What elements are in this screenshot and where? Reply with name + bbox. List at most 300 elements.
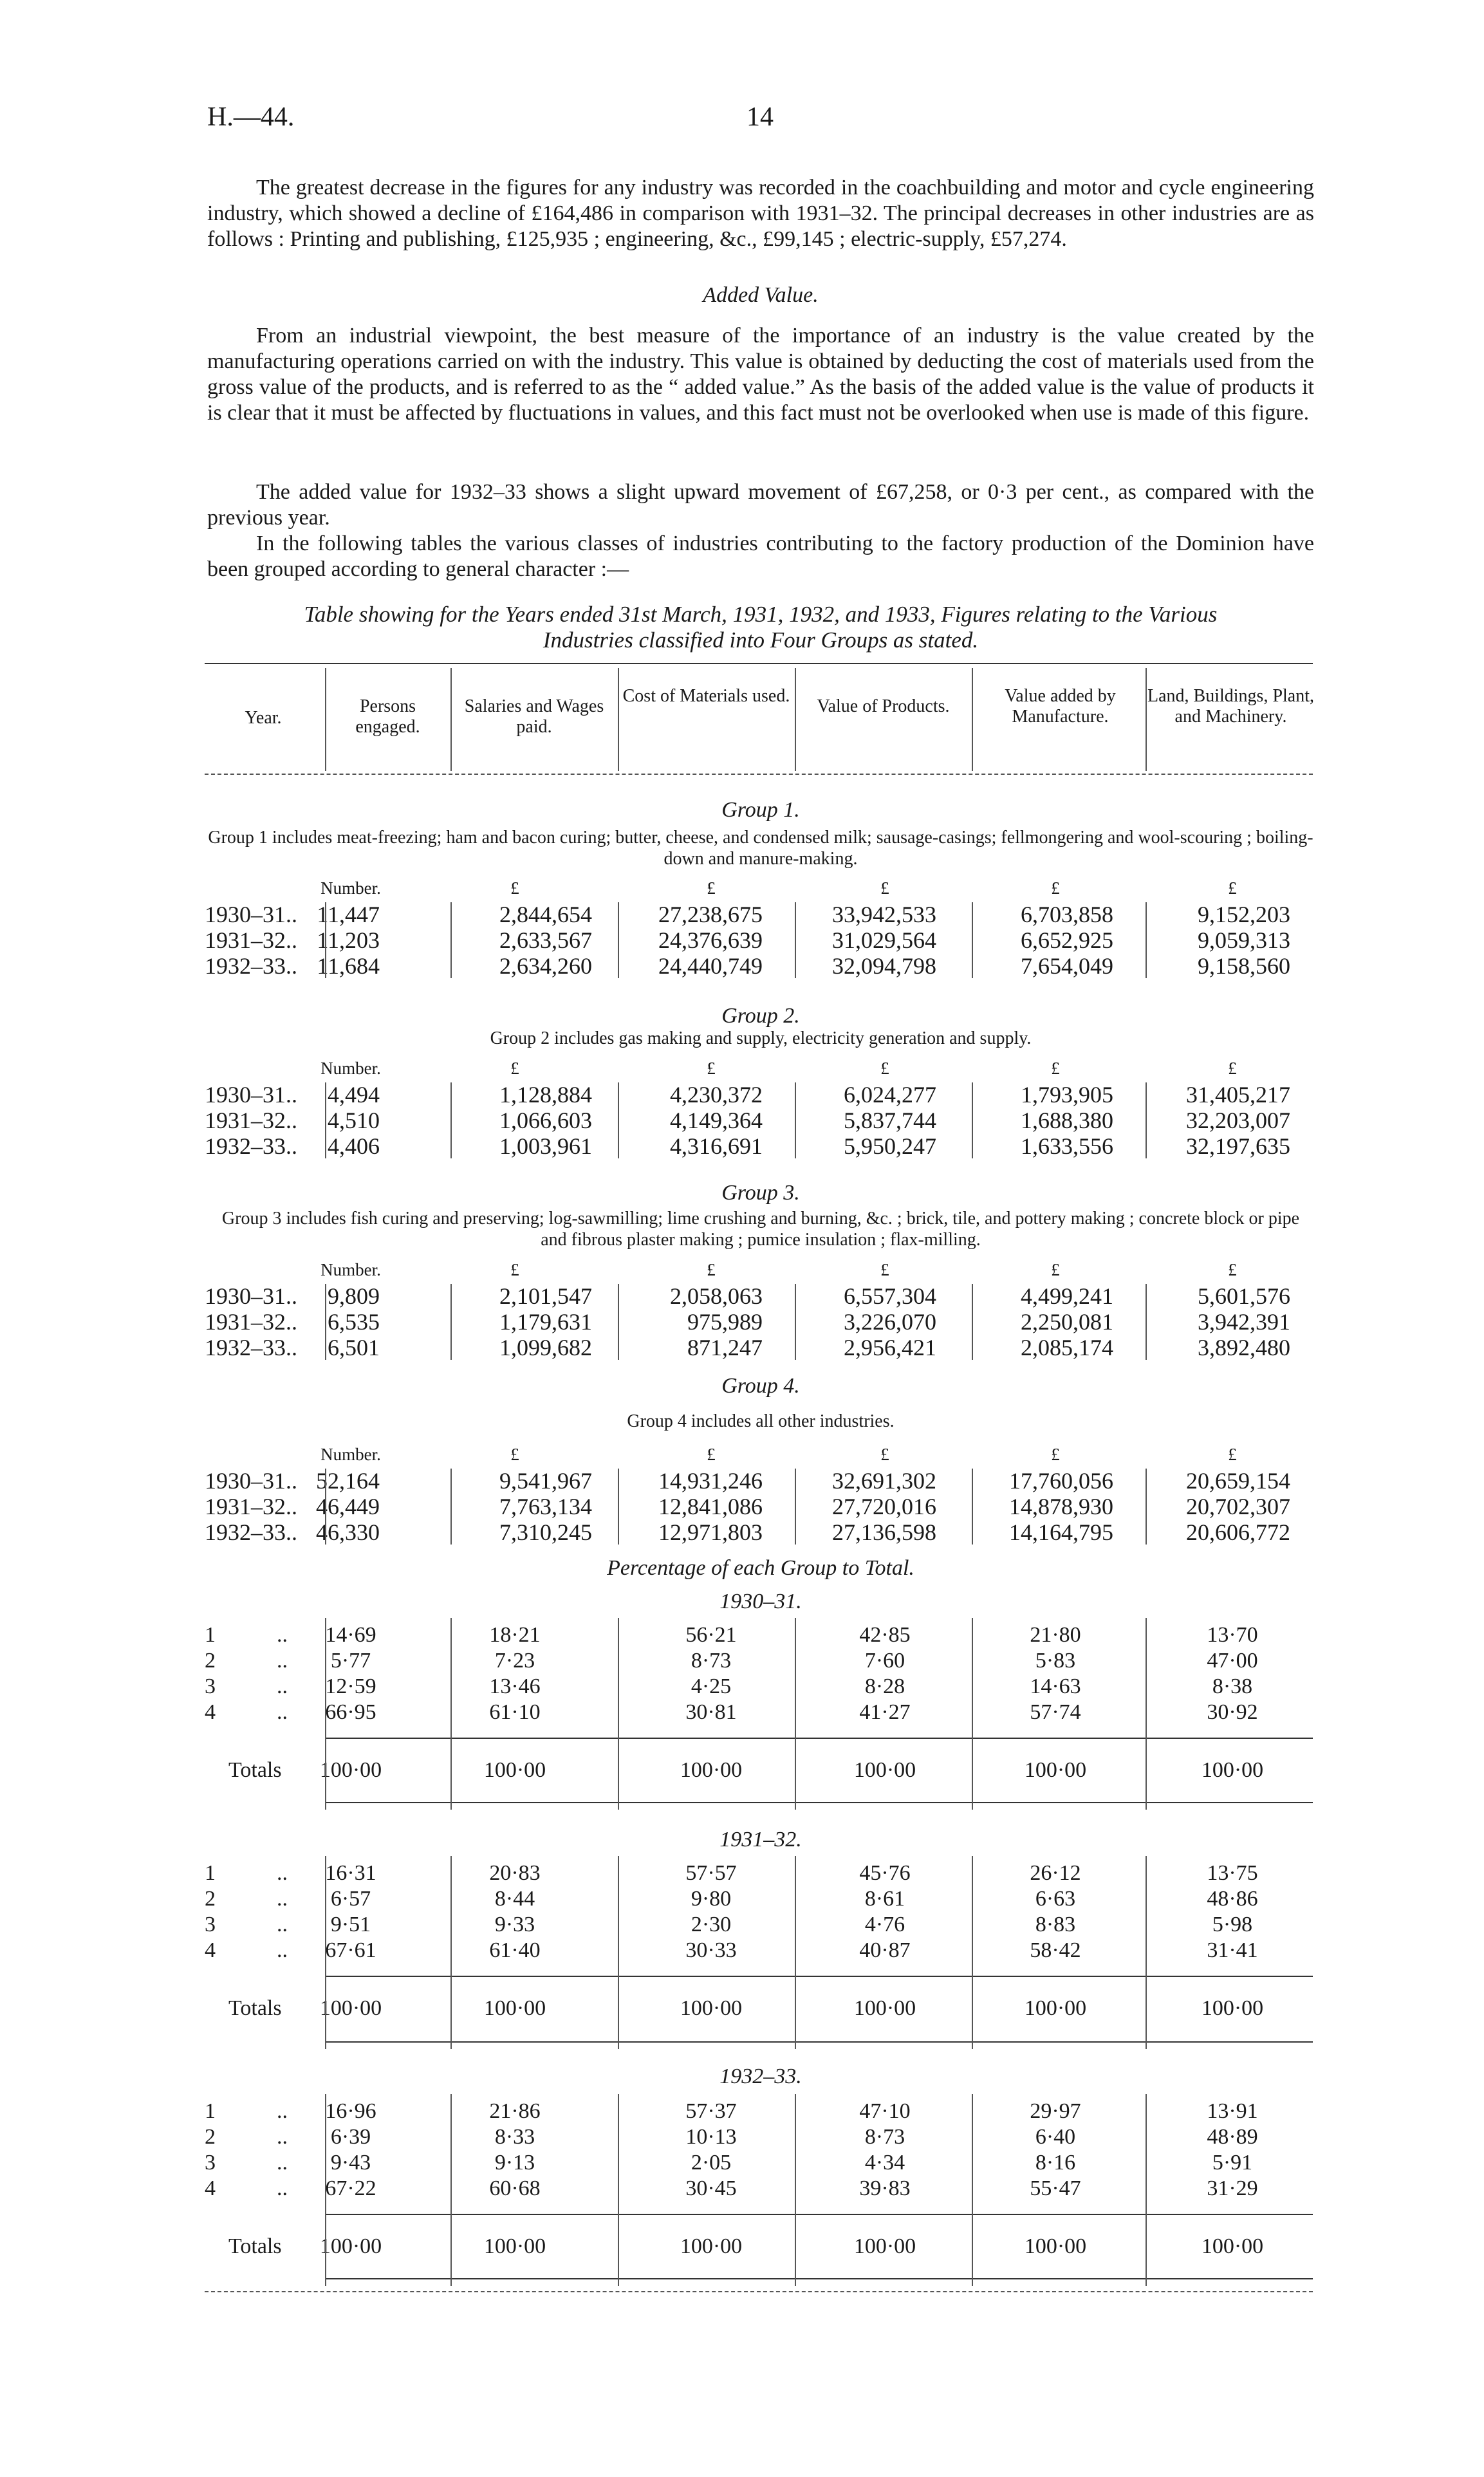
column-separator bbox=[1145, 1082, 1147, 1158]
table-cell: 33,942,533 bbox=[832, 902, 936, 927]
table-cell: 46,330 bbox=[316, 1519, 380, 1545]
table-cell: 14,931,246 bbox=[658, 1468, 763, 1494]
percent-cell: 8·83 bbox=[1035, 1913, 1076, 1936]
total-cell: 100·00 bbox=[1201, 1758, 1264, 1782]
unit-label: £ bbox=[1228, 1445, 1237, 1464]
column-header-value: Value of Products. bbox=[817, 696, 950, 716]
percent-cell: 30·92 bbox=[1207, 1700, 1258, 1724]
totals-bottom-rule bbox=[325, 1802, 1313, 1803]
table-cell: 20,606,772 bbox=[1186, 1519, 1290, 1545]
column-separator bbox=[325, 2094, 326, 2286]
total-cell: 100·00 bbox=[483, 1996, 546, 2020]
unit-label: £ bbox=[510, 1445, 519, 1464]
leader-dots: .. bbox=[277, 2099, 288, 2123]
table-cell: 11,447 bbox=[317, 902, 380, 927]
totals-top-rule bbox=[325, 2214, 1313, 2215]
header-bottom-rule bbox=[205, 774, 1313, 775]
percent-cell: 58·42 bbox=[1030, 1938, 1081, 1962]
leader-dots: .. bbox=[277, 2125, 288, 2149]
column-separator bbox=[450, 2094, 452, 2286]
column-separator bbox=[795, 668, 796, 771]
percent-cell: 47·00 bbox=[1207, 1649, 1258, 1673]
table-cell: 17,760,056 bbox=[1009, 1468, 1113, 1494]
table-cell: 9,059,313 bbox=[1198, 927, 1290, 953]
column-separator bbox=[972, 1856, 973, 2049]
percent-cell: 16·31 bbox=[325, 1861, 376, 1885]
table-cell: 2,956,421 bbox=[844, 1335, 936, 1360]
table-cell: 20,702,307 bbox=[1186, 1494, 1290, 1519]
column-separator bbox=[325, 1469, 326, 1545]
group-number: 3 bbox=[205, 1913, 216, 1936]
column-separator bbox=[795, 1284, 796, 1360]
table-cell: 27,238,675 bbox=[658, 902, 763, 927]
table-cell: 3,942,391 bbox=[1198, 1309, 1290, 1335]
percent-cell: 26·12 bbox=[1030, 1861, 1081, 1885]
percent-cell: 9·51 bbox=[330, 1913, 371, 1936]
table-cell: 2,250,081 bbox=[1021, 1309, 1113, 1335]
year-label: 1932–33.. bbox=[205, 1519, 297, 1545]
table-cell: 52,164 bbox=[316, 1468, 380, 1494]
table-cell: 12,971,803 bbox=[658, 1519, 763, 1545]
table-cell: 1,179,631 bbox=[499, 1309, 592, 1335]
percent-cell: 4·76 bbox=[864, 1913, 905, 1936]
percent-cell: 9·80 bbox=[691, 1887, 732, 1911]
unit-label: £ bbox=[880, 1260, 889, 1279]
totals-bottom-rule bbox=[325, 2278, 1313, 2279]
table-cell: 2,101,547 bbox=[499, 1283, 592, 1309]
column-header-land: Land, Buildings, Plant, and Machinery. bbox=[1147, 686, 1314, 727]
percent-cell: 8·33 bbox=[494, 2125, 535, 2149]
totals-label: Totals bbox=[228, 1996, 282, 2020]
leader-dots: .. bbox=[277, 1649, 288, 1673]
leader-dots: .. bbox=[277, 1675, 288, 1698]
percent-cell: 5·83 bbox=[1035, 1649, 1076, 1673]
total-cell: 100·00 bbox=[1024, 1758, 1087, 1782]
percent-cell: 60·68 bbox=[489, 2176, 541, 2200]
column-separator bbox=[325, 1618, 326, 1810]
total-cell: 100·00 bbox=[1201, 2234, 1264, 2258]
unit-label: £ bbox=[880, 1059, 889, 1078]
percent-cell: 5·91 bbox=[1212, 2151, 1253, 2175]
table-cell: 1,099,682 bbox=[499, 1335, 592, 1360]
table-cell: 32,203,007 bbox=[1186, 1108, 1290, 1133]
column-header-salaries: Salaries and Wages paid. bbox=[464, 696, 604, 737]
table-cell: 2,085,174 bbox=[1021, 1335, 1113, 1360]
unit-label: £ bbox=[1228, 1260, 1237, 1279]
total-cell: 100·00 bbox=[319, 2234, 382, 2258]
table-cell: 7,763,134 bbox=[499, 1494, 592, 1519]
total-cell: 100·00 bbox=[483, 1758, 546, 1782]
group-heading: Group 2. bbox=[721, 1004, 800, 1028]
percent-cell: 48·89 bbox=[1207, 2125, 1258, 2149]
group-number: 1 bbox=[205, 1623, 216, 1647]
table-cell: 5,837,744 bbox=[844, 1108, 936, 1133]
group-note: Group 1 includes meat-freezing; ham and bacon curing; butter, cheese, and condensed milk; sausage-casings; fellmongering and wool-scouring ; boiling-down and manure-making. bbox=[208, 828, 1313, 869]
table-cell: 1,793,905 bbox=[1021, 1082, 1113, 1108]
table-cell: 7,654,049 bbox=[1021, 953, 1113, 979]
percent-cell: 61·40 bbox=[489, 1938, 541, 1962]
percent-cell: 16·96 bbox=[325, 2099, 376, 2123]
column-separator bbox=[618, 668, 619, 771]
year-subheading: 1930–31. bbox=[719, 1590, 802, 1613]
year-label: 1931–32.. bbox=[205, 1494, 297, 1519]
unit-label: £ bbox=[707, 1445, 716, 1464]
column-separator bbox=[972, 668, 973, 771]
unit-label: Number. bbox=[320, 1059, 381, 1078]
percent-cell: 18·21 bbox=[489, 1623, 541, 1647]
percent-cell: 40·87 bbox=[859, 1938, 911, 1962]
unit-label: £ bbox=[510, 1059, 519, 1078]
unit-label: Number. bbox=[320, 878, 381, 898]
percent-cell: 8·16 bbox=[1035, 2151, 1076, 2175]
percent-cell: 39·83 bbox=[859, 2176, 911, 2200]
table-cell: 2,844,654 bbox=[499, 902, 592, 927]
percent-cell: 45·76 bbox=[859, 1861, 911, 1885]
column-separator bbox=[972, 2094, 973, 2286]
group-number: 3 bbox=[205, 1675, 216, 1698]
table-cell: 2,633,567 bbox=[499, 927, 592, 953]
table-cell: 3,892,480 bbox=[1198, 1335, 1290, 1360]
percent-cell: 8·73 bbox=[864, 2125, 905, 2149]
percent-cell: 14·69 bbox=[325, 1623, 376, 1647]
column-separator bbox=[1145, 2094, 1147, 2286]
group-note: Group 2 includes gas making and supply, electricity generation and supply. bbox=[490, 1028, 1032, 1048]
percent-cell: 4·34 bbox=[864, 2151, 905, 2175]
percent-cell: 6·40 bbox=[1035, 2125, 1076, 2149]
table-cell: 6,557,304 bbox=[844, 1283, 936, 1309]
column-separator bbox=[450, 1618, 452, 1810]
paragraph-decrease: The greatest decrease in the figures for any industry was recorded in the coachbuilding and motor and cycle engineering industry, which showed a decline of £164,486 in comparison with 1931–32. The principal decreases in other industries are as follows : Printing and publishing, £125,935 ; engineering, &c., £99,145 ; electric-supply, £57,274. bbox=[207, 176, 1314, 251]
table-cell: 2,634,260 bbox=[499, 953, 592, 979]
column-separator bbox=[618, 1469, 619, 1545]
percent-cell: 61·10 bbox=[489, 1700, 541, 1724]
total-cell: 100·00 bbox=[680, 1996, 743, 2020]
table-cell: 24,440,749 bbox=[658, 953, 763, 979]
totals-top-rule bbox=[325, 1738, 1313, 1739]
year-label: 1931–32.. bbox=[205, 1309, 297, 1335]
percent-cell: 66·95 bbox=[325, 1700, 376, 1724]
column-header-persons: Persons engaged. bbox=[355, 696, 420, 737]
total-cell: 100·00 bbox=[1201, 1996, 1264, 2020]
group-number: 4 bbox=[205, 2176, 216, 2200]
unit-label: £ bbox=[1228, 878, 1237, 898]
table-cell: 27,136,598 bbox=[832, 1519, 936, 1545]
table-cell: 4,406 bbox=[328, 1133, 380, 1159]
column-header-added: Value added by Manufacture. bbox=[1005, 686, 1116, 727]
total-cell: 100·00 bbox=[853, 2234, 916, 2258]
percent-cell: 9·43 bbox=[330, 2151, 371, 2175]
table-cell: 6,652,925 bbox=[1021, 927, 1113, 953]
percent-cell: 6·63 bbox=[1035, 1887, 1076, 1911]
unit-label: £ bbox=[1051, 1260, 1060, 1279]
table-cell: 31,029,564 bbox=[832, 927, 936, 953]
total-cell: 100·00 bbox=[319, 1758, 382, 1782]
percent-cell: 55·47 bbox=[1030, 2176, 1081, 2200]
percent-cell: 12·59 bbox=[325, 1675, 376, 1698]
percent-cell: 7·23 bbox=[494, 1649, 535, 1673]
column-separator bbox=[618, 1856, 619, 2049]
totals-bottom-rule bbox=[325, 2041, 1313, 2043]
column-separator bbox=[795, 1082, 796, 1158]
group-note: Group 4 includes all other industries. bbox=[627, 1411, 895, 1431]
table-top-rule bbox=[205, 663, 1313, 664]
table-cell: 4,149,364 bbox=[670, 1108, 763, 1133]
column-separator bbox=[325, 668, 326, 771]
year-label: 1932–33.. bbox=[205, 953, 297, 979]
percent-cell: 8·73 bbox=[691, 1649, 732, 1673]
totals-label: Totals bbox=[228, 2234, 282, 2258]
table-caption-line1: Table showing for the Years ended 31st March, 1931, 1932, and 1933, Figures relating to the Various bbox=[304, 602, 1218, 627]
table-cell: 4,494 bbox=[328, 1082, 380, 1108]
percent-cell: 21·86 bbox=[489, 2099, 541, 2123]
paragraph-table-intro: In the following tables the various classes of industries contributing to the factory production of the Dominion have been grouped according to general character :— bbox=[207, 532, 1314, 581]
percent-cell: 42·85 bbox=[859, 1623, 911, 1647]
group-heading: Group 4. bbox=[721, 1374, 800, 1398]
total-cell: 100·00 bbox=[853, 1996, 916, 2020]
total-cell: 100·00 bbox=[483, 2234, 546, 2258]
column-separator bbox=[972, 1082, 973, 1158]
year-label: 1932–33.. bbox=[205, 1335, 297, 1360]
table-cell: 1,066,603 bbox=[499, 1108, 592, 1133]
table-cell: 1,128,884 bbox=[499, 1082, 592, 1108]
group-number: 1 bbox=[205, 1861, 216, 1885]
column-separator bbox=[1145, 1469, 1147, 1545]
column-separator bbox=[795, 2094, 796, 2286]
column-separator bbox=[618, 902, 619, 978]
leader-dots: .. bbox=[277, 2151, 288, 2175]
percent-cell: 14·63 bbox=[1030, 1675, 1081, 1698]
column-separator bbox=[795, 1618, 796, 1810]
percent-cell: 41·27 bbox=[859, 1700, 911, 1724]
table-cell: 11,684 bbox=[317, 953, 380, 979]
total-cell: 100·00 bbox=[853, 1758, 916, 1782]
table-cell: 1,633,556 bbox=[1021, 1133, 1113, 1159]
percent-cell: 5·98 bbox=[1212, 1913, 1253, 1936]
group-heading: Group 1. bbox=[721, 798, 800, 822]
column-separator bbox=[1145, 902, 1147, 978]
group-number: 2 bbox=[205, 2125, 216, 2149]
table-cell: 24,376,639 bbox=[658, 927, 763, 953]
table-cell: 9,152,203 bbox=[1198, 902, 1290, 927]
unit-label: Number. bbox=[320, 1260, 381, 1279]
unit-label: £ bbox=[880, 878, 889, 898]
percent-cell: 21·80 bbox=[1030, 1623, 1081, 1647]
table-cell: 2,058,063 bbox=[670, 1283, 763, 1309]
page-number: 14 bbox=[747, 102, 774, 132]
year-label: 1930–31.. bbox=[205, 1283, 297, 1309]
unit-label: £ bbox=[1228, 1059, 1237, 1078]
percent-cell: 57·57 bbox=[685, 1861, 737, 1885]
column-separator bbox=[795, 1469, 796, 1545]
column-separator bbox=[1145, 1856, 1147, 2049]
table-cell: 27,720,016 bbox=[832, 1494, 936, 1519]
percent-cell: 30·33 bbox=[685, 1938, 737, 1962]
table-cell: 6,535 bbox=[328, 1309, 380, 1335]
total-cell: 100·00 bbox=[319, 1996, 382, 2020]
table-cell: 14,164,795 bbox=[1009, 1519, 1113, 1545]
year-label: 1931–32.. bbox=[205, 927, 297, 953]
total-cell: 100·00 bbox=[680, 1758, 743, 1782]
unit-label: Number. bbox=[320, 1445, 381, 1464]
unit-label: £ bbox=[1051, 1445, 1060, 1464]
percent-cell: 6·57 bbox=[330, 1887, 371, 1911]
table-cell: 4,499,241 bbox=[1021, 1283, 1113, 1309]
percent-cell: 2·30 bbox=[691, 1913, 732, 1936]
percent-cell: 13·75 bbox=[1207, 1861, 1258, 1885]
percent-cell: 2·05 bbox=[691, 2151, 732, 2175]
column-separator bbox=[618, 1618, 619, 1810]
group-number: 1 bbox=[205, 2099, 216, 2123]
table-cell: 11,203 bbox=[317, 927, 380, 953]
column-separator bbox=[1145, 668, 1147, 771]
leader-dots: .. bbox=[277, 1623, 288, 1647]
table-cell: 32,197,635 bbox=[1186, 1133, 1290, 1159]
percentage-heading: Percentage of each Group to Total. bbox=[607, 1556, 914, 1580]
page-bottom-rule bbox=[205, 2291, 1313, 2292]
paragraph-added-value-movement: The added value for 1932–33 shows a slight upward movement of £67,258, or 0·3 per cent., as compared with the previous year. bbox=[207, 480, 1314, 530]
percent-cell: 8·38 bbox=[1212, 1675, 1253, 1698]
year-label: 1930–31.. bbox=[205, 1082, 297, 1108]
table-cell: 46,449 bbox=[316, 1494, 380, 1519]
paragraph-industrial-viewpoint: From an industrial viewpoint, the best measure of the importance of an industry is the value created by the manufacturing operations carried on with the industry. This value is obtained by deducting the cost of materials used from the gross value of the products, and is referred to as the “ added value.” As the basis of the added value is the value of products it is clear that it must be affected by fluctuations in values, and this fact must not be overlooked when use is made of this figure. bbox=[207, 324, 1314, 425]
group-number: 2 bbox=[205, 1649, 216, 1673]
table-cell: 6,024,277 bbox=[844, 1082, 936, 1108]
table-cell: 5,601,576 bbox=[1198, 1283, 1290, 1309]
column-separator bbox=[618, 1284, 619, 1360]
table-cell: 4,230,372 bbox=[670, 1082, 763, 1108]
column-separator bbox=[972, 1618, 973, 1810]
group-number: 3 bbox=[205, 2151, 216, 2175]
percent-cell: 57·37 bbox=[685, 2099, 737, 2123]
column-separator bbox=[1145, 1618, 1147, 1810]
leader-dots: .. bbox=[277, 1913, 288, 1936]
column-separator bbox=[972, 1469, 973, 1545]
percent-cell: 67·61 bbox=[325, 1938, 376, 1962]
year-label: 1930–31.. bbox=[205, 902, 297, 927]
percent-cell: 57·74 bbox=[1030, 1700, 1081, 1724]
leader-dots: .. bbox=[277, 1700, 288, 1724]
column-header-cost: Cost of Materials used. bbox=[622, 686, 790, 706]
percent-cell: 13·91 bbox=[1207, 2099, 1258, 2123]
unit-label: £ bbox=[707, 878, 716, 898]
column-separator bbox=[618, 2094, 619, 2286]
table-cell: 871,247 bbox=[687, 1335, 763, 1360]
year-subheading: 1931–32. bbox=[719, 1828, 802, 1851]
group-heading: Group 3. bbox=[721, 1181, 800, 1205]
unit-label: £ bbox=[707, 1059, 716, 1078]
document-reference: H.—44. bbox=[207, 102, 295, 132]
percent-cell: 9·33 bbox=[494, 1913, 535, 1936]
total-cell: 100·00 bbox=[680, 2234, 743, 2258]
column-separator bbox=[325, 1082, 326, 1158]
column-separator bbox=[450, 1856, 452, 2049]
percent-cell: 13·46 bbox=[489, 1675, 541, 1698]
table-cell: 975,989 bbox=[687, 1309, 763, 1335]
table-cell: 32,094,798 bbox=[832, 953, 936, 979]
table-cell: 4,316,691 bbox=[670, 1133, 763, 1159]
group-number: 4 bbox=[205, 1700, 216, 1724]
leader-dots: .. bbox=[277, 1887, 288, 1911]
percent-cell: 8·44 bbox=[494, 1887, 535, 1911]
percent-cell: 47·10 bbox=[859, 2099, 911, 2123]
percent-cell: 4·25 bbox=[691, 1675, 732, 1698]
table-cell: 31,405,217 bbox=[1186, 1082, 1290, 1108]
year-label: 1931–32.. bbox=[205, 1108, 297, 1133]
column-header-year: Year. bbox=[245, 708, 282, 728]
column-separator bbox=[325, 1284, 326, 1360]
table-cell: 9,809 bbox=[328, 1283, 380, 1309]
percent-cell: 10·13 bbox=[685, 2125, 737, 2149]
group-note: Group 3 includes fish curing and preserving; log-sawmilling; lime crushing and burning, &c. ; brick, tile, and pottery making ; concrete block or pipe and fibrous plaster making ; pumice insulation ; flax-milling. bbox=[221, 1209, 1300, 1250]
column-separator bbox=[450, 668, 452, 771]
column-separator bbox=[972, 1284, 973, 1360]
total-cell: 100·00 bbox=[1024, 1996, 1087, 2020]
totals-label: Totals bbox=[228, 1758, 282, 1782]
table-cell: 32,691,302 bbox=[832, 1468, 936, 1494]
unit-label: £ bbox=[1051, 878, 1060, 898]
percent-cell: 8·61 bbox=[864, 1887, 905, 1911]
percent-cell: 20·83 bbox=[489, 1861, 541, 1885]
section-heading-added-value: Added Value. bbox=[703, 283, 819, 307]
column-separator bbox=[450, 1082, 452, 1158]
totals-top-rule bbox=[325, 1976, 1313, 1977]
table-cell: 3,226,070 bbox=[844, 1309, 936, 1335]
percent-cell: 5·77 bbox=[330, 1649, 371, 1673]
unit-label: £ bbox=[1051, 1059, 1060, 1078]
percent-cell: 56·21 bbox=[685, 1623, 737, 1647]
percent-cell: 6·39 bbox=[330, 2125, 371, 2149]
percent-cell: 30·81 bbox=[685, 1700, 737, 1724]
column-separator bbox=[618, 1082, 619, 1158]
table-cell: 12,841,086 bbox=[658, 1494, 763, 1519]
column-separator bbox=[450, 902, 452, 978]
leader-dots: .. bbox=[277, 2176, 288, 2200]
table-caption-line2: Industries classified into Four Groups as stated. bbox=[543, 627, 979, 653]
table-cell: 9,158,560 bbox=[1198, 953, 1290, 979]
total-cell: 100·00 bbox=[1024, 2234, 1087, 2258]
column-separator bbox=[450, 1469, 452, 1545]
table-cell: 1,003,961 bbox=[499, 1133, 592, 1159]
year-subheading: 1932–33. bbox=[719, 2064, 802, 2088]
percent-cell: 9·13 bbox=[494, 2151, 535, 2175]
column-separator bbox=[1145, 1284, 1147, 1360]
percent-cell: 30·45 bbox=[685, 2176, 737, 2200]
column-separator bbox=[325, 902, 326, 978]
column-separator bbox=[795, 902, 796, 978]
percent-cell: 31·41 bbox=[1207, 1938, 1258, 1962]
percent-cell: 7·60 bbox=[864, 1649, 905, 1673]
table-cell: 6,501 bbox=[328, 1335, 380, 1360]
column-separator bbox=[972, 902, 973, 978]
unit-label: £ bbox=[510, 1260, 519, 1279]
percent-cell: 48·86 bbox=[1207, 1887, 1258, 1911]
percent-cell: 29·97 bbox=[1030, 2099, 1081, 2123]
unit-label: £ bbox=[510, 878, 519, 898]
table-cell: 6,703,858 bbox=[1021, 902, 1113, 927]
table-cell: 20,659,154 bbox=[1186, 1468, 1290, 1494]
leader-dots: .. bbox=[277, 1861, 288, 1885]
group-number: 4 bbox=[205, 1938, 216, 1962]
year-label: 1932–33.. bbox=[205, 1133, 297, 1159]
table-cell: 5,950,247 bbox=[844, 1133, 936, 1159]
leader-dots: .. bbox=[277, 1938, 288, 1962]
percent-cell: 13·70 bbox=[1207, 1623, 1258, 1647]
year-label: 1930–31.. bbox=[205, 1468, 297, 1494]
table-cell: 4,510 bbox=[328, 1108, 380, 1133]
table-cell: 1,688,380 bbox=[1021, 1108, 1113, 1133]
table-cell: 9,541,967 bbox=[499, 1468, 592, 1494]
unit-label: £ bbox=[707, 1260, 716, 1279]
